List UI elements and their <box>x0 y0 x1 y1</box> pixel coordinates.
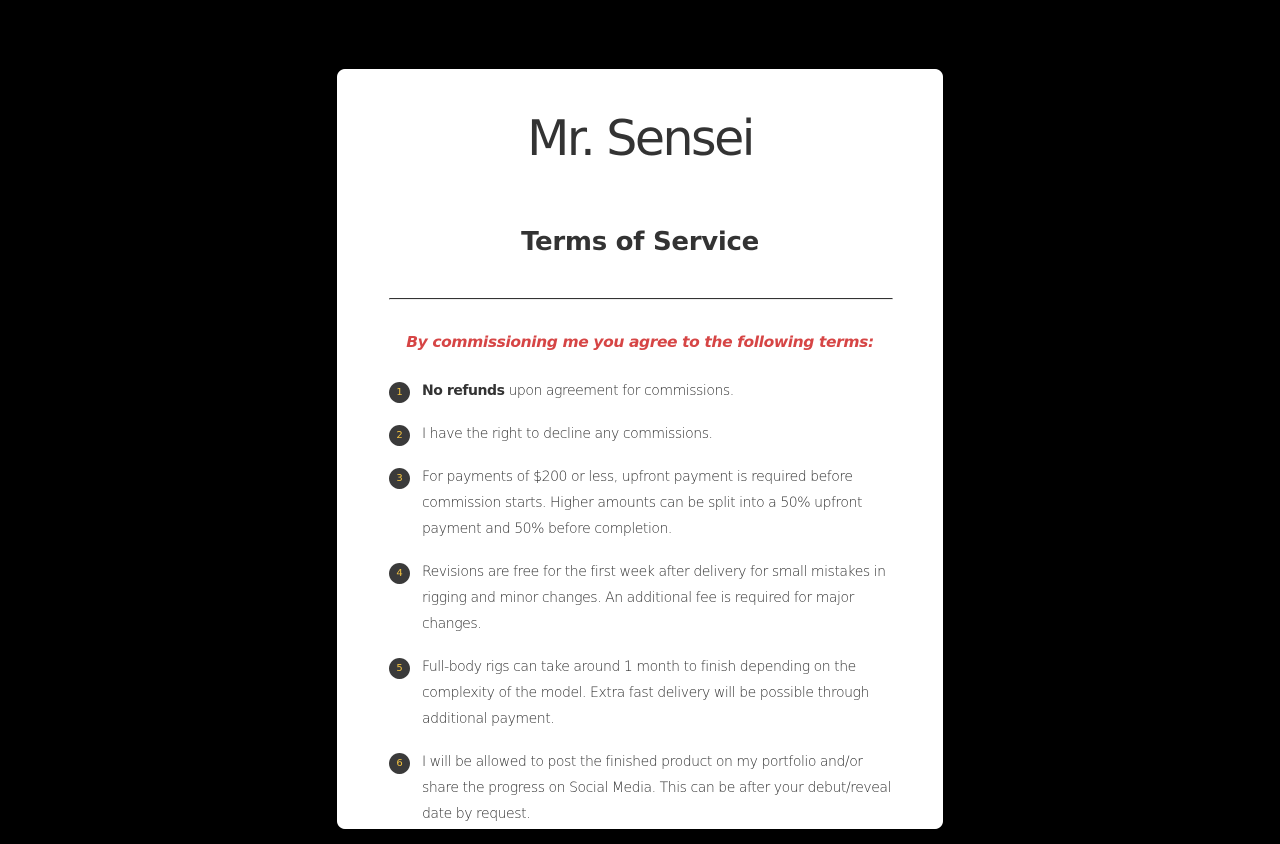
term-item <box>389 464 891 542</box>
term-item <box>389 559 891 637</box>
term-number-badge: 6 <box>389 753 410 774</box>
divider <box>389 298 893 300</box>
term-number-badge: 5 <box>389 658 410 679</box>
brand-title: Mr. Sensei <box>527 110 753 167</box>
term-item <box>389 749 891 827</box>
term-number-badge: 4 <box>389 563 410 584</box>
term-text: upon agreement for commissions. <box>504 383 734 399</box>
term-text: Full-body rigs can take around 1 month to finish depending on the complexity of the model. Extra fast delivery will be possible through additional payment. <box>422 659 869 727</box>
term-text: Revisions are free for the first week after delivery for small mistakes in rigging and minor changes. An additional fee is required for major changes. <box>422 564 886 632</box>
term-number-badge: 2 <box>389 425 410 446</box>
term-text: I have the right to decline any commissions. <box>422 426 713 442</box>
term-item <box>389 654 891 732</box>
term-number-badge: 1 <box>389 382 410 403</box>
page-title: Terms of Service <box>521 227 759 257</box>
term-text: I will be allowed to post the finished product on my portfolio and/or share the progress on Social Media. This can be after your debut/reveal date by request. <box>422 754 891 822</box>
term-emphasis: No refunds <box>422 383 505 399</box>
term-item <box>389 421 891 447</box>
term-number-badge: 3 <box>389 468 410 489</box>
term-item <box>389 378 891 404</box>
terms-list <box>389 378 891 844</box>
terms-intro: By commissioning me you agree to the following terms: <box>406 333 874 351</box>
term-text: For payments of $200 or less, upfront payment is required before commission starts. Higher amounts can be split into a 50% upfront payment and 50% before completion. <box>422 469 862 537</box>
